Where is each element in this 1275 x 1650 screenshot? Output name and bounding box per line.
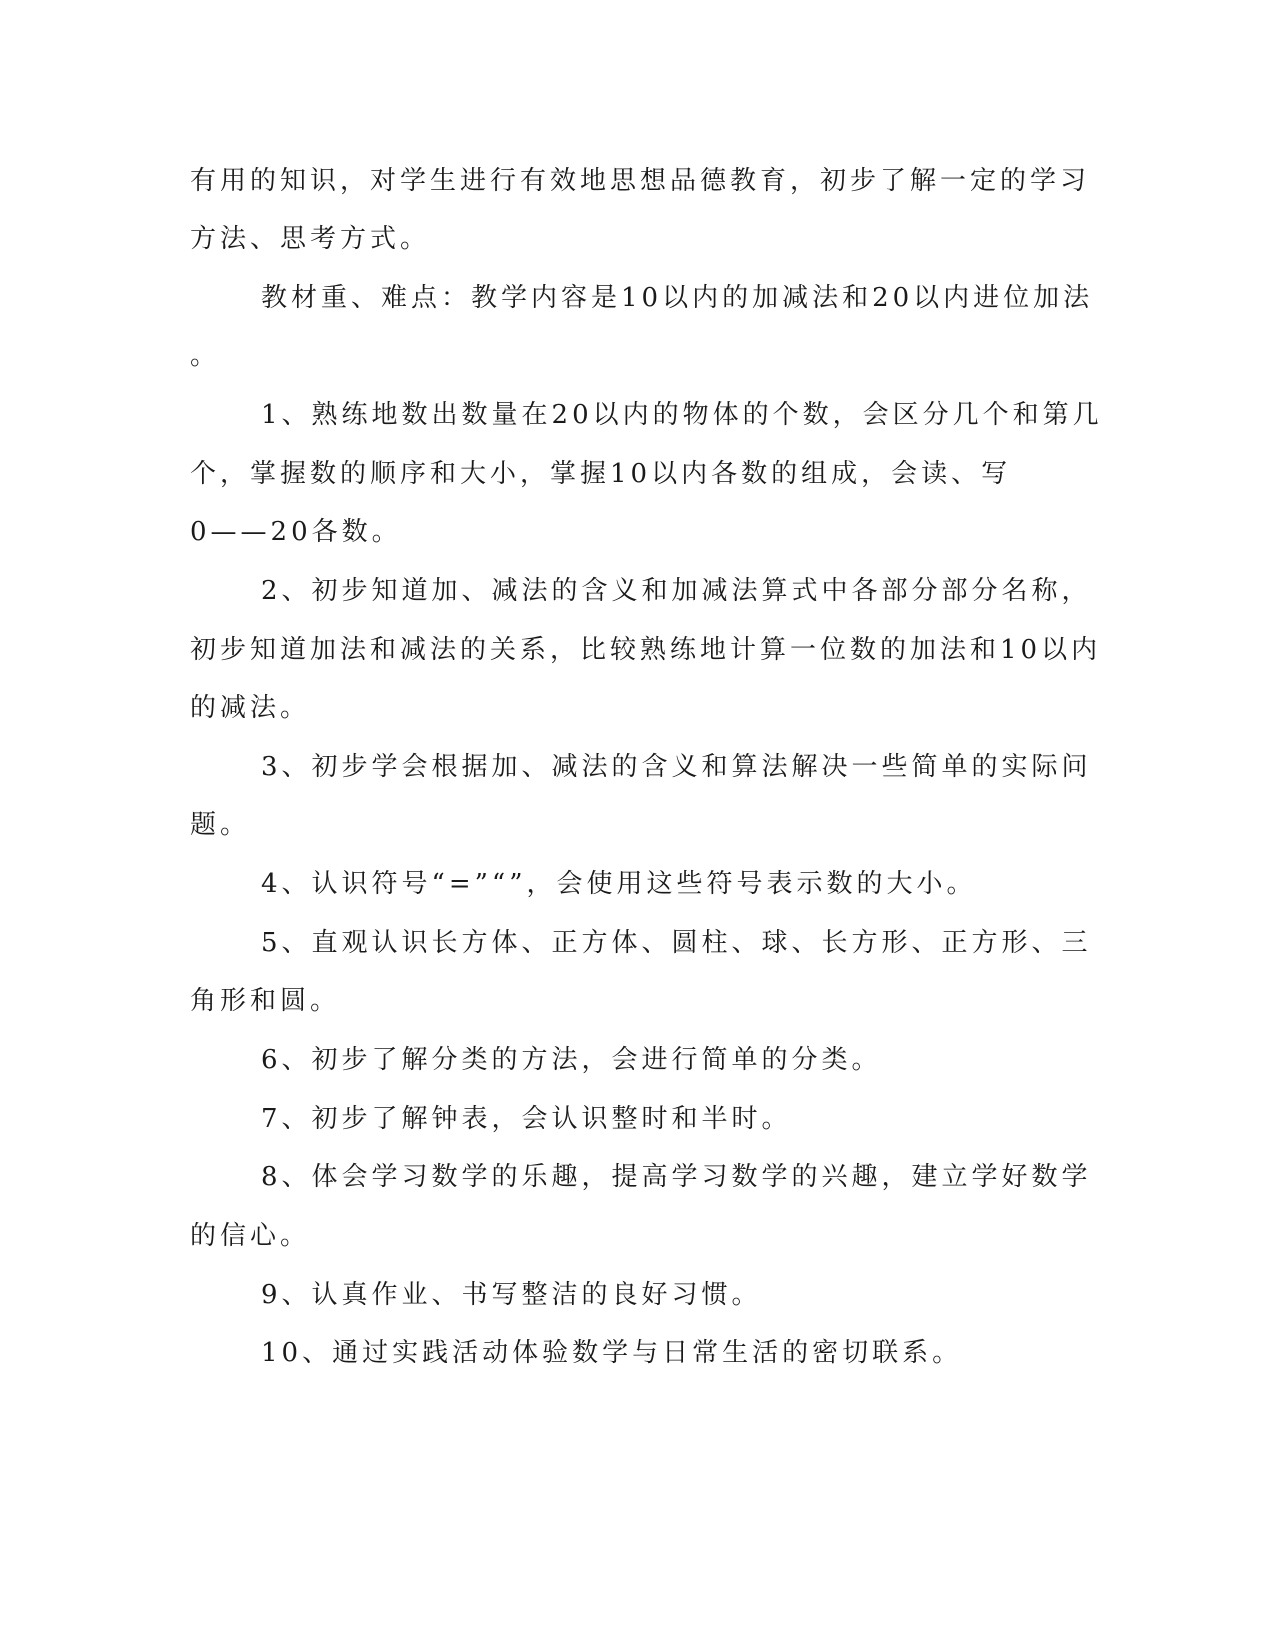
text-line: 0——20各数。 — [190, 517, 402, 547]
text-line: 。 — [190, 341, 221, 371]
text-line: 方法、思考方式。 — [190, 224, 431, 254]
text-line: 初步知道加法和减法的关系，比较熟练地计算一位数的加法和10以内 — [190, 635, 1102, 665]
text-line: 10、通过实践活动体验数学与日常生活的密切联系。 — [261, 1338, 963, 1368]
text-line: 的信心。 — [190, 1221, 311, 1251]
text-line: 3、初步学会根据加、减法的含义和算法解决一些简单的实际问 — [261, 752, 1092, 782]
text-line: 教材重、难点：教学内容是10以内的加减法和20以内进位加法 — [261, 283, 1094, 313]
text-line: 6、初步了解分类的方法，会进行简单的分类。 — [261, 1045, 882, 1075]
text-line: 题。 — [190, 810, 251, 840]
text-line: 5、直观认识长方体、正方体、圆柱、球、长方形、正方形、三 — [261, 928, 1092, 958]
text-line: 7、初步了解钟表，会认识整时和半时。 — [261, 1104, 792, 1134]
text-line: 1、熟练地数出数量在20以内的物体的个数，会区分几个和第几 — [261, 400, 1103, 430]
text-line: 个，掌握数的顺序和大小，掌握10以内各数的组成，会读、写 — [190, 459, 1012, 489]
text-line: 8、体会学习数学的乐趣，提高学习数学的兴趣，建立学好数学 — [261, 1162, 1092, 1192]
text-line: 角形和圆。 — [190, 986, 341, 1016]
text-line: 的减法。 — [190, 693, 311, 723]
text-line: 有用的知识，对学生进行有效地思想品德教育，初步了解一定的学习 — [190, 166, 1091, 196]
text-line: 2、初步知道加、减法的含义和加减法算式中各部分部分名称， — [261, 576, 1092, 606]
text-line: 4、认识符号“=”“”，会使用这些符号表示数的大小。 — [261, 869, 977, 899]
text-line: 9、认真作业、书写整洁的良好习惯。 — [261, 1280, 762, 1310]
